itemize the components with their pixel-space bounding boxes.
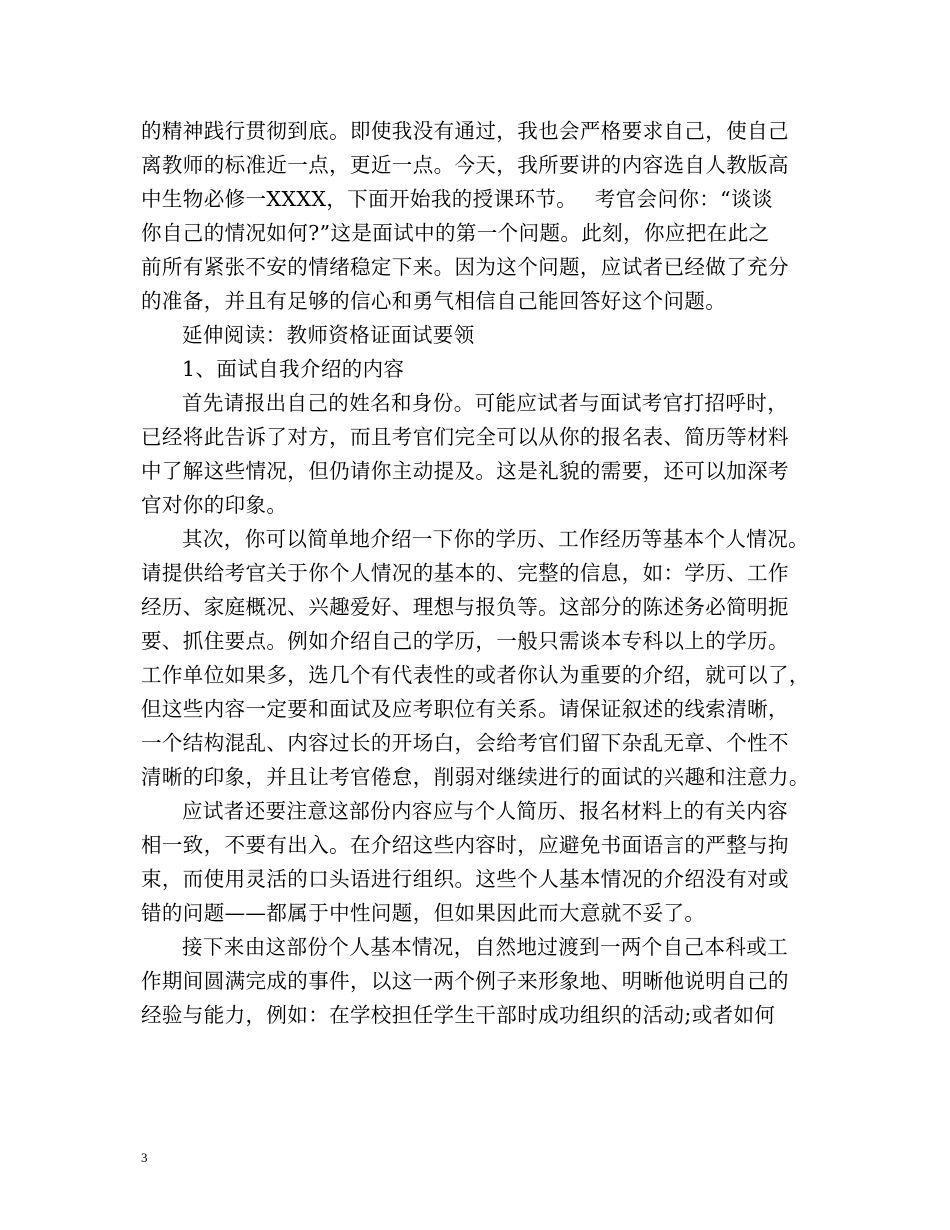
text-line: 你自己的情况如何?”这是面试中的第一个问题。此刻，你应把在此之 (141, 221, 770, 245)
page-number: 3 (141, 1150, 148, 1165)
text-line: 的准备，并且有足够的信心和勇气相信自己能回答好这个问题。 (141, 289, 727, 313)
section-heading: 延伸阅读：教师资格证面试要领 (182, 323, 475, 347)
text-line: 前所有紧张不安的情绪稳定下来。因为这个问题，应试者已经做了充分 (141, 255, 789, 279)
text-line: 作期间圆满完成的事件，以这一两个例子来形象地、明晰他说明自己的 (141, 969, 789, 993)
text-line: 已经将此告诉了对方，而且考官们完全可以从你的报名表、简历等材料 (141, 425, 789, 449)
text-line: 接下来由这部份个人基本情况，自然地过渡到一两个自己本科或工 (182, 935, 789, 959)
text-line: 错的问题——都属于中性问题，但如果因此而大意就不妥了。 (141, 901, 706, 925)
text-line: 离教师的标准近一点，更近一点。今天，我所要讲的内容选自人教版高 (141, 153, 789, 177)
text-line: 束，而使用灵活的口头语进行组织。这些个人基本情况的介绍没有对或 (141, 867, 789, 891)
text-line: 首先请报出自己的姓名和身份。可能应试者与面试考官打招呼时， (182, 391, 789, 415)
text-line: 中生物必修一XXXX，下面开始我的授课环节。 考官会问你：“谈谈 (141, 187, 773, 211)
text-line: 经历、家庭概况、兴趣爱好、理想与报负等。这部分的陈述务必简明扼 (141, 595, 789, 619)
text-line: 请提供给考官关于你个人情况的基本的、完整的信息，如：学历、工作 (141, 561, 789, 585)
subsection-heading: 1、面试自我介绍的内容 (182, 357, 405, 381)
text-line: 一个结构混乱、内容过长的开场白，会给考官们留下杂乱无章、个性不 (141, 731, 789, 755)
text-line: 清晰的印象，并且让考官倦怠，削弱对继续进行的面试的兴趣和注意力。 (141, 765, 810, 789)
text-line: 应试者还要注意这部份内容应与个人简历、报名材料上的有关内容 (182, 799, 789, 823)
text-line: 中了解这些情况，但仍请你主动提及。这是礼貌的需要，还可以加深考 (141, 459, 789, 483)
text-line: 要、抓住要点。例如介绍自己的学历，一般只需谈本专科以上的学历。 (141, 629, 789, 653)
text-line: 但这些内容一定要和面试及应考职位有关系。请保证叙述的线索清晰， (141, 697, 789, 721)
text-line: 相一致，不要有出入。在介绍这些内容时，应避免书面语言的严整与拘 (141, 833, 789, 857)
text-line: 的精神践行贯彻到底。即使我没有通过，我也会严格要求自己，使自己 (141, 119, 789, 143)
text-line: 官对你的印象。 (141, 493, 288, 517)
document-body (141, 114, 831, 1032)
text-line: 工作单位如果多，选几个有代表性的或者你认为重要的介绍，就可以了， (141, 663, 810, 687)
text-line: 其次，你可以简单地介绍一下你的学历、工作经历等基本个人情况。 (182, 527, 809, 551)
text-line: 经验与能力，例如：在学校担任学生干部时成功组织的活动;或者如何 (141, 1003, 776, 1027)
